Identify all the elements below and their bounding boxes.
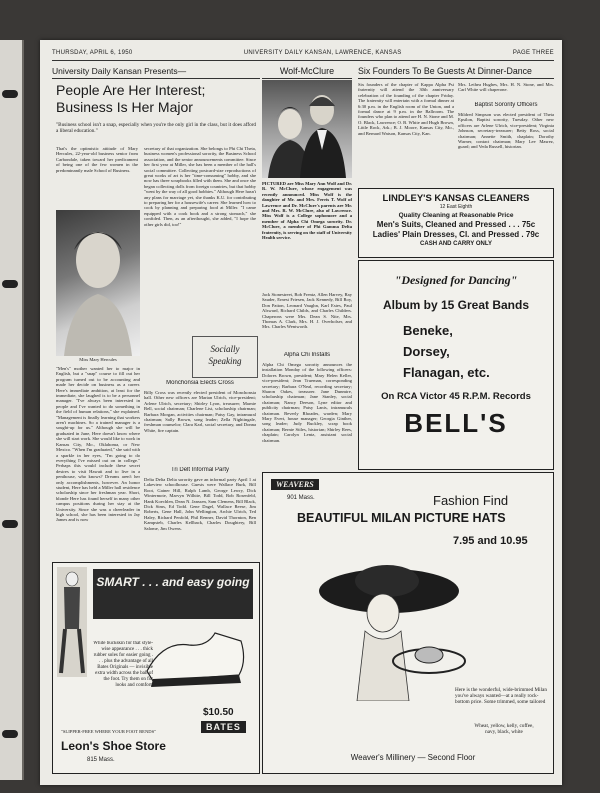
weavers-headline: BEAUTIFUL MILAN PICTURE HATS [297, 511, 506, 525]
leons-store-name: Leon's Shoe Store [61, 739, 166, 753]
binder-edge [0, 40, 24, 780]
leons-slogan: "SLIPPER-FREE WHERE YOUR FOOT BENDS" [61, 729, 157, 734]
weavers-footer: Weaver's Millinery — Second Floor [350, 753, 476, 762]
lindleys-tagline: Quality Cleaning at Reasonable Price [398, 212, 514, 219]
bells-store-name: BELL'S [404, 408, 508, 438]
page-number: PAGE THREE [512, 50, 554, 56]
bates-brand: BATES [201, 721, 246, 733]
issue-date: THURSDAY, APRIL 6, 1950 [52, 50, 133, 56]
alphachi-subhead: Alpha Chi Installs [283, 352, 331, 358]
engagement-heading: Wolf-McClure [262, 64, 352, 79]
weavers-address: 901 Mass. [287, 495, 315, 501]
headline-line-2: Business Is Her Major [56, 99, 193, 115]
leons-price: $10.50 [203, 707, 234, 718]
bells-format: On RCA Victor 45 R.P.M. Records [381, 391, 531, 402]
weavers-colors: Wheat, yellow, kelly, coffee, navy, black, white [474, 723, 534, 735]
band-beneke: Beneke, [403, 323, 453, 338]
engagement-photo [262, 80, 352, 178]
lindleys-cleaners-ad [358, 188, 554, 258]
weavers-fashion-find: Fashion Find [433, 493, 509, 508]
monchonsia-subhead: Monchonsia Elects Cross [166, 380, 234, 386]
weavers-description: Here is the wonderful, wide-brimmed Milan you've always wanted—at a really rock-bottom price. Some trimmed, some tailored [455, 687, 547, 705]
weavers-price: 7.95 and 10.95 [453, 535, 528, 547]
portrait-caption: Miss Mary Hercules [79, 357, 117, 362]
feature-kicker-bar [52, 64, 260, 79]
feature-headline [56, 82, 256, 118]
hat-illustration [309, 551, 469, 701]
bells-album-line: Album by 15 Great Bands [382, 298, 530, 312]
walking-man-illustration [57, 567, 87, 677]
shoe-illustration [143, 621, 253, 691]
bells-record-ad [358, 260, 554, 470]
lindleys-price-line-1: Men's Suits, Cleaned and Pressed . . . 75c [376, 220, 536, 229]
binder-ring [2, 90, 18, 98]
weavers-hat-ad [262, 472, 554, 774]
tridelt-subhead: Tri Delt Informal Party [170, 467, 230, 473]
lindleys-address: 12 East Eighth [439, 204, 473, 210]
baptist-body: Mildred Simpson was elected president of Theta Epsilon, Baptist sorority, Tuesday. Other new officers are Arlene Ulrich, vice-president; Virginia Johnson, secretary-treasurer; Betty Ross, social chairman; Annette Smith, chaplain; Dorothy Warner, contact chairman; Mary Lee Masrez, guard; and Veda Russell, historian. [458, 112, 554, 150]
lindleys-name: LINDLEY'S KANSAS CLEANERS [382, 193, 530, 204]
bells-bands [403, 320, 553, 383]
weavers-logo: WEAVERS [271, 479, 319, 490]
man-figure-panel [57, 567, 87, 677]
paper-name: UNIVERSITY DAILY KANSAN, LAWRENCE, KANSAS [243, 50, 402, 56]
leons-address: 815 Mass. [87, 757, 115, 763]
feature-intro: That's the optimistic attitude of Mary Hercules, 22-year-old business senior from Carbondale, taken toward her predicament of being one of the few women in the predominantly male School of Business. [56, 146, 138, 173]
feature-lead: "Business school isn't a snap, especially when you're the only girl in the class, but it does afford a liberal education." [56, 122, 256, 134]
tridelt-guests-continued: Jack Stonestreet, Bob Frentz, Allen Harvey, Ray Sauder, Ernest Friesen, Jack Kennedy, Bill Roy, Don Patton, Leonard Vaughn, Karl Estes, Paul Alsward, Richard Childs, and Charles Childers. Chaperons were Mrs. Dean S. Nite, Mrs. Thomas A. Clark, Mrs. H. J. Overholser, and Mrs. Charles Wentworth. [262, 292, 352, 330]
feature-body: "Men's" mother wanted her to major in English, but a "snap" course to fill out her program turned out to be accounting and made her decide on business as a career. Here's immediate ambition, at least for the immediate, she laughed is to be a personnel manager. "I've always been interested in people and I've wanted to do something in the field of human relations," she explained. "Management is finally learning that workers aren't machines. So a trained manager is a sought-up for us." Although she will be graduated in June, Here doesn't know where she will start work. She would like to work in Kansas City, Mo., Oklahoma, or New Mexico. "When I'm graduated," she said with a sparkle in her eyes, "I'm going to do everything I've missed out on in college." Perhaps this would include these secret desires to visit Hawaii and to live in a penthouse, who knows? Dreams aren't her only accomplishments, however. An honor student, Here has held a Miller hall residence scholarship since her freshman year. Short, blonde Here has found herself in many other campus positions during her stay at the University. Since she was a cheerleader in high school, she has been interested in Jay James and is now [56, 366, 140, 523]
tridelt-body: Delta Delta Delta sorority gave an informal party April 1 at Lakeview schoolhouse. Guests were Wallace Burk, Bill Root, Gainer Hill, Ralph Lamb, George Lewry, Dick Wintermote, Marvyn Wilhite, Bill Todd, Bob Rosenfeld, Hank Koechlen, Dean N. Janssen, Sam Clemens, Bill Black, Dick Sims, Ed Todd. Gene Dagel, Wallace Reese, Jim Roberts, Gene Hall, John Wellington, Archie Ulrich, Ted Haley, Richard Penfold, Phil Renner, David Thornton, Ben Kampsteb, Charles Kellback, Charles Doughtery, Bill Salome, Jim Owens. [144, 477, 256, 531]
social-title-line-2: Speaking [208, 356, 242, 366]
binder-ring [2, 280, 18, 288]
masthead [52, 50, 554, 61]
feature-kicker: University Daily Kansan Presents— [52, 66, 187, 76]
monchonsia-body: Billy Cross was recently elected president of Monchonsia hall. Other new officers are Marian Ulrich, vice-president; Arlene Ulrich, secretary; Shirley Lyon, treasurer; Marnie Bell, social chairman; Charlene List, scholarship chairman; Barbara Morgan, activities chairman; Patsy Gay, intramural chairman; Sally Brown, song leader; Zella Nightingale, freshman counselor; Clara Karl, social secretary, and Donna White, fire captain. [144, 390, 256, 433]
alphachi-body: Alpha Chi Omega sorority announces the installation Monday of the following officers: Dolores Brown, president; Mary Helen Keller, vice-president; Jean Trueman, corresponding secretary; Barbara O'Neal, recording secretary; Sharon Oakes, treasurer. Jane Dunmire, scholarship chairman; Jane Stanley, social chairman; Nancy Deeson, Lyne editor and publicity chairman; Patsy Lanis, intramurals chairman. Beverly Rhoades, warden; Mary Mary Evert, house manager; Georgia Ginther, song leader; Judy Buckley, scrap book chairman; Bernie Stiles, historian; Shirley Rees, chaplain; Carolyn Lentz, assistant social chairman. [262, 362, 352, 443]
portrait-photo [56, 210, 140, 356]
leons-description: White buckskin for that style-wise appearance . . . thick rubber soles for easier going . . . plus the advantage of all Bates Originals — invisible extra width across the ball of the foot. Try them on for looks and comfort. [93, 641, 153, 688]
band-flanagan: Flanagan, etc. [403, 365, 490, 380]
couple-illustration [262, 80, 352, 178]
lindleys-price-line-2: Ladies' Plain Dresses, Cl. and Pressed . 79c [372, 230, 540, 239]
social-title-line-1: Socially [210, 344, 240, 354]
leons-shoe-ad [52, 562, 260, 774]
band-dorsey: Dorsey, [403, 344, 450, 359]
engagement-caption: PICTURED are Miss Mary Ann Wolf and Dr. R. W. McClure, whose engagement was recently announced. Miss Wolf is the daughter of Mr. and Mrs. Ferris T. Wolf of Lawrence and Dr. McClure's parents are Mr. and Mrs. R. W. McClure, also of Lawrence. Miss Wolf is a College sophomore and a member of Alpha Chi Omega sorority. Dr. McClure, a member of Phi Gamma Delta fraternity, is serving on the staff of University Health service. [262, 181, 352, 241]
bells-title: "Designed for Dancing" [394, 273, 518, 287]
socially-speaking-box [192, 336, 258, 378]
feature-continued: secretary of that organization. She belongs to Phi Chi Theta, business women's professional sorority, the Business School association, and the senior announcements committee. Since her first year at Miller, she has been a member of the hall's social committee. Collecting postcard-size reproductions of great works of art is her "time-consuming" hobby, and she now has three scrapbooks filled with them. She and once she began collecting dolls from foreign countries, but that hobby "went by the way of all good hobbies." Although Here hasn't any plans for marriage yet, she thanks K.U. for contributing to preparing her for a housewife's career. She learned how to cook by planning and preparing food at Miller. "I came equipped with a cook book and a strong stomach," she confided. Then, as an afterthought, she added, "I hope the other girls did, too!" [144, 146, 256, 227]
portrait-illustration [56, 210, 140, 356]
newspaper-page [40, 40, 562, 785]
founders-body: Six founders of the chapter of Kappa Alpha Psi fraternity will attend the 30th anniversary celebration of the founding of the chapter Friday. The fraternity will entertain with a formal dinner at 6:30 p.m. in the English room of the Union, and a formal dance at 9 p.m. in the Ballroom. The founders who plan to attend are H. N. Stone and M. O. Black, Lawrence; O. B. White and Hugh Brown, Little Rock, Ark.; B. J. Moore, Kansas City, Mo., and Bernard Watson, Kansas City, Kan. [358, 82, 454, 136]
headline-line-1: People Are Her Interest; [56, 82, 206, 98]
founders-headline: Six Founders To Be Guests At Dinner-Dance [358, 64, 554, 79]
founders-chaperones: Mrs. Lethea Hughes, Mrs. H. N. Stone, and Mrs. Carl White will chaperone. [458, 82, 554, 93]
binder-ring [2, 730, 18, 738]
baptist-subhead: Baptist Sorority Officers [474, 102, 538, 108]
lindleys-footer: CASH AND CARRY ONLY [420, 241, 492, 247]
leons-headline: SMART . . . and easy going [93, 569, 253, 619]
binder-ring [2, 520, 18, 528]
